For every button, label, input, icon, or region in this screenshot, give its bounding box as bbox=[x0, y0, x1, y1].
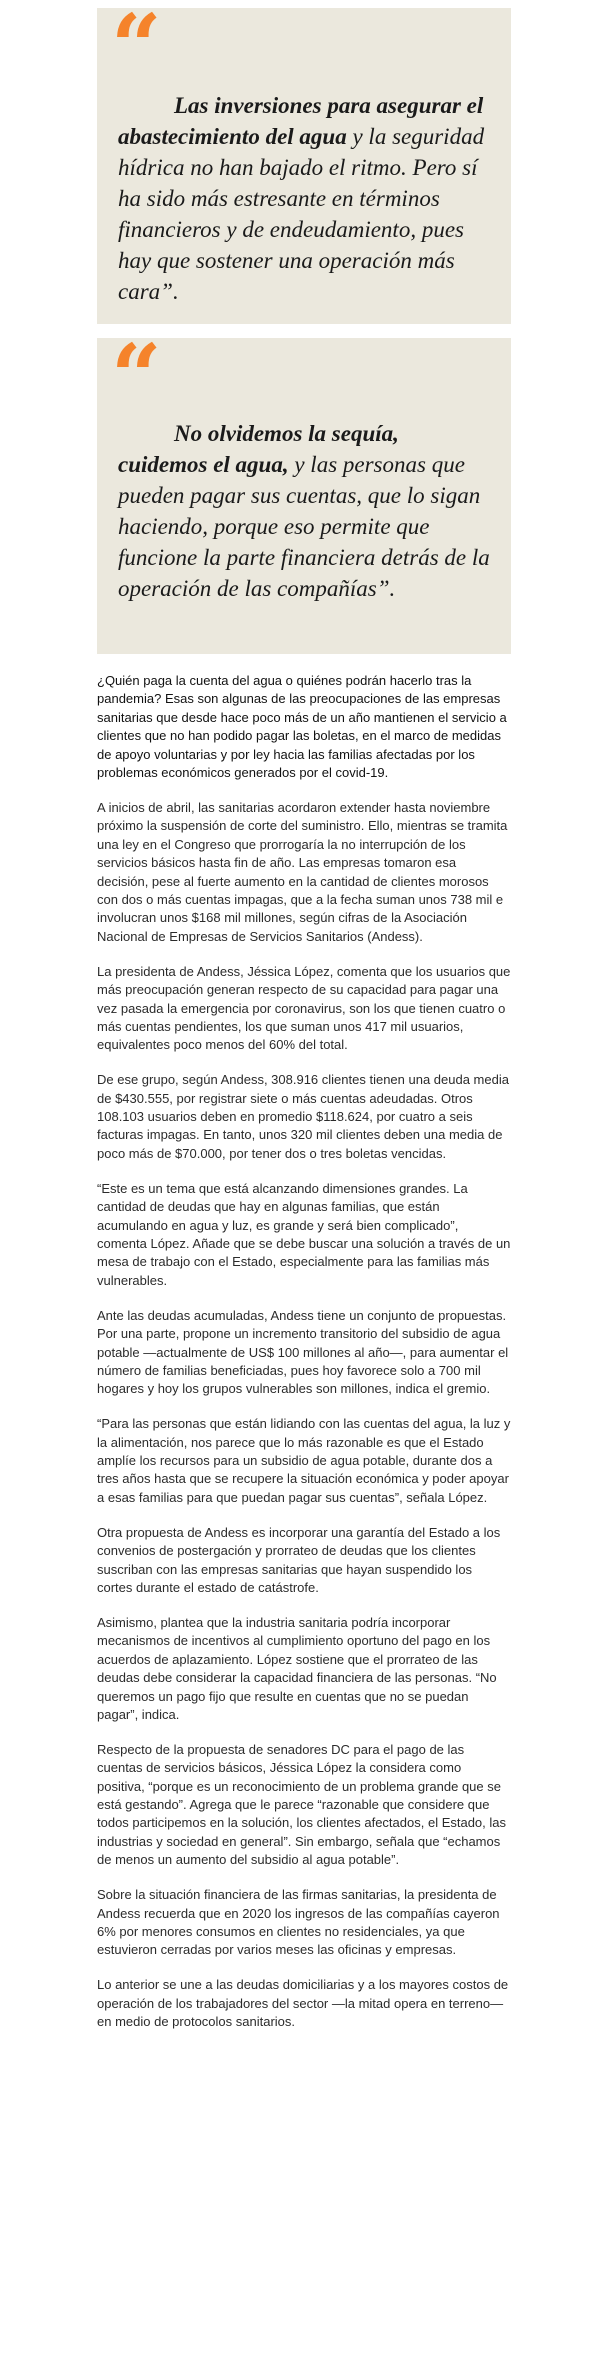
article-paragraph: “Para las personas que están lidiando con las cuentas del agua, la luz y la alimentación, nos parece que lo más razonable es que el Estado amplíe los recursos para un subsidio de agua potable, durante dos a tres años hasta que se recupere la situación económica y poder apoyar a esas familias para que puedan pagar sus cuentas”, señala López. bbox=[97, 1416, 511, 1505]
article-paragraph: Respecto de la propuesta de senadores DC para el pago de las cuentas de servicios básicos, Jéssica López la considera como positiva, “porque es un reconocimiento de un problema grande que se está gestando”. Agrega que le parece “razonable que considere que todos participemos en la solución, los clientes afectados, el Estado, las industrias y sociedad en general”. Sin embargo, señala que “echamos de menos un aumento del subsidio al agua potable”. bbox=[97, 1741, 507, 1868]
quote-mark-icon: “ bbox=[111, 0, 162, 98]
article-paragraph: ¿Quién paga la cuenta del agua o quiénes podrán hacerlo tras la pandemia? Esas son algunas de las preocupaciones de las empresas sanitarias que desde hace poco más de un año mantienen el servicio a clientes que no han podido pagar las boletas, en el marco de medidas de apoyo voluntarias y por ley hacia las familias afectadas por los problemas económicos generados por el covid-19. bbox=[97, 673, 507, 781]
article-paragraph: La presidenta de Andess, Jéssica López, comenta que los usuarios que más preocupación generan respecto de su capacidad para pagar una vez pasada la emergencia por coronavirus, son los que tienen cuatro o más cuentas pendientes, los que suman unos 417 mil usuarios, equivalentes poco menos del 60% del total. bbox=[97, 963, 511, 1053]
pull-quote-1 bbox=[97, 0, 511, 324]
pull-quote-text bbox=[118, 90, 493, 307]
article-paragraph: A inicios de abril, las sanitarias acordaron extender hasta noviembre próximo la suspensión de corte del suministro. Ello, mientras se tramita una ley en el Congreso que prorrogaría la no interrupción de los servicios básicos hasta fin de año. Las empresas tomaron esa decisión, pese al fuerte aumento en la cantidad de clientes morosos con dos o más cuentas impagas, que a la fecha suman unos 738 mil e involucran unos $168 mil millones, según cifras de la Asociación Nacional de Empresas de Servicios Sanitarios (Andess). bbox=[97, 799, 508, 944]
article-paragraph: Sobre la situación financiera de las firmas sanitarias, la presidenta de Andess recuerda que en 2020 los ingresos de las compañías cayeron 6% por menores consumos en clientes no residenciales, ya que estuvieron cerradas por varios meses las oficinas y empresas. bbox=[97, 1887, 500, 1958]
article-paragraph: Otra propuesta de Andess es incorporar una garantía del Estado a los convenios de postergación y prorrateo de deudas que los clientes suscriban con las empresas sanitarias que hayan suspendido los cortes durante el estado de catástrofe. bbox=[97, 1524, 501, 1595]
pull-quote-emphasis: Las inversiones para asegurar el abastecimiento del agua bbox=[118, 93, 484, 149]
quote-mark-icon: “ bbox=[111, 324, 162, 428]
article-paragraph: “Este es un tema que está alcanzando dimensiones grandes. La cantidad de deudas que hay en algunas familias, que están acumulando en agua y luz, es grande y será bien complicado”, comenta López. Añade que se debe buscar una solución a través de un mesa de trabajo con el Estado, especialmente para las familias más vulnerables. bbox=[97, 1180, 511, 1288]
pull-quote-2 bbox=[97, 324, 511, 654]
pull-quote-body: y la seguridad hídrica no han bajado el ritmo. Pero sí ha sido más estresante en términos financieros y de endeudamiento, pues hay que sostener una operación más cara”. bbox=[118, 124, 485, 304]
article-paragraph: Asimismo, plantea que la industria sanitaria podría incorporar mecanismos de incentivos al cumplimiento oportuno del pago en los acuerdos de aplazamiento. López sostiene que el prorrateo de las deudas debe considerar la capacidad financiera de las personas. “No queremos un pago fijo que resulte en cuentas que no se puedan pagar”, indica. bbox=[97, 1614, 497, 1722]
pull-quote-emphasis: No olvidemos la sequía, cuidemos el agua, bbox=[118, 421, 399, 477]
article-paragraph: Ante las deudas acumuladas, Andess tiene un conjunto de propuestas. Por una parte, propone un incremento transitorio del subsidio de agua potable —actualmente de US$ 100 millones al año—, para aumentar el número de familias beneficiadas, pues hoy favorece solo a 700 mil hogares y hoy los grupos vulnerables son millones, indica el gremio. bbox=[97, 1307, 509, 1397]
pull-quote-text bbox=[118, 418, 493, 604]
pull-quote-body: y las personas que pueden pagar sus cuentas, que lo sigan haciendo, porque eso permite que funcione la parte financiera detrás de la operación de las compañías”. bbox=[118, 452, 490, 601]
article-paragraph: Lo anterior se une a las deudas domiciliarias y a los mayores costos de operación de los trabajadores del sector —la mitad opera en terreno— en medio de protocolos sanitarios. bbox=[97, 1977, 509, 2030]
article-body bbox=[97, 672, 511, 2048]
article-paragraph: De ese grupo, según Andess, 308.916 clientes tienen una deuda media de $430.555, por registrar siete o más cuentas adeudadas. Otros 108.103 usuarios deben en promedio $118.624, por cuatro a seis facturas impagas. En tanto, unos 320 mil clientes deben una media de poco más de $70.000, por tener dos o tres boletas vencidas. bbox=[97, 1072, 509, 1161]
